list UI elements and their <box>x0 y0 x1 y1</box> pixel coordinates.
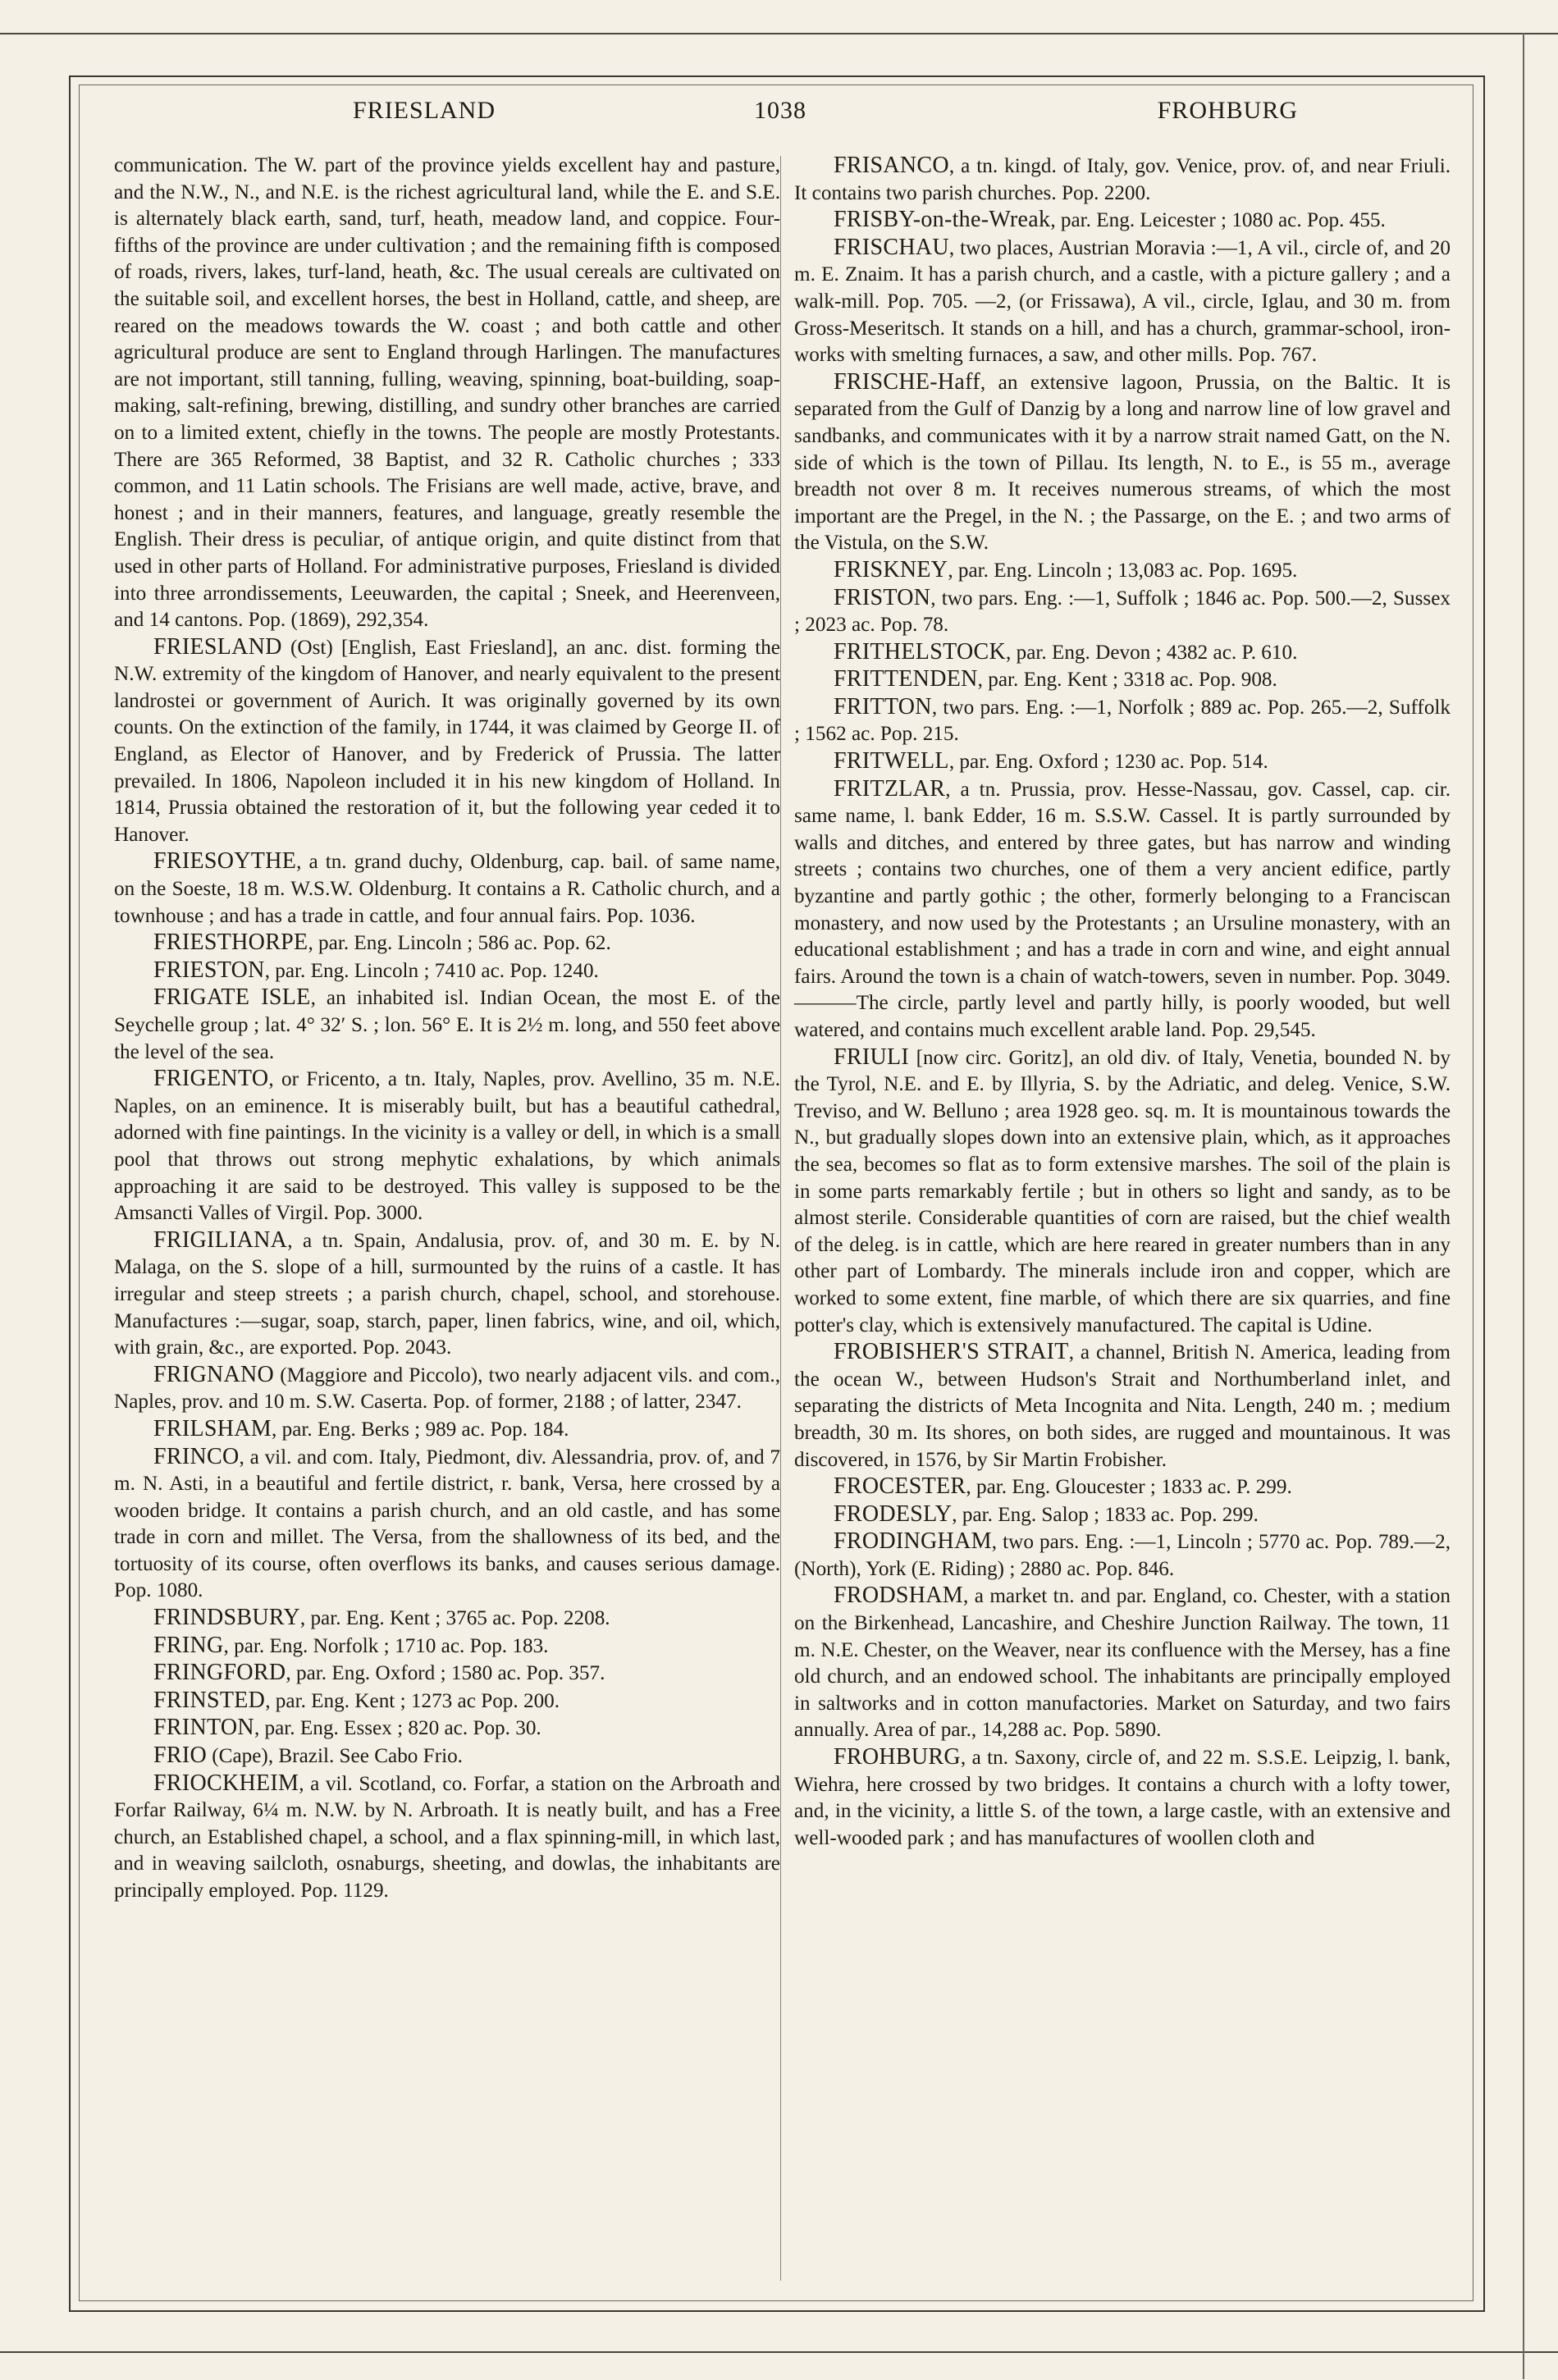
dictionary-entry <box>114 957 780 985</box>
dictionary-entry <box>114 984 780 1066</box>
right-column <box>794 153 1451 1852</box>
entry-headword: FRIOCKHEIM <box>153 1770 299 1796</box>
entry-text: , two places, Austrian Moravia :—1, A vil., circle of, and 20 m. E. Znaim. It has a parish church, and a castle, with a picture gallery ; and a walk-mill. Pop. 705. —2, (or Frissawa), A vil., circle, Iglau, and 30 m. from Gross-Meseritsch. It stands on a hill, and has a church, grammar-school, iron-works with smelting furnaces, a saw, and other mills. Pop. 767. <box>794 236 1451 367</box>
dictionary-entry <box>794 639 1451 667</box>
entry-text: , two pars. Eng. :—1, Lincoln ; 5770 ac. Pop. 789.—2, (North), York (E. Riding) ; 2880 ac. Pop. 846. <box>794 1531 1451 1580</box>
dictionary-entry <box>114 1770 780 1905</box>
entry-headword: FRINSTED <box>153 1687 266 1713</box>
entry-text: (Maggiore and Piccolo), two nearly adjacent vils. and com., Naples, prov. and 10 m. S.W. Caserta. Pop. of former, 2188 ; of latter, 2347. <box>114 1364 780 1414</box>
dictionary-entry <box>794 748 1451 776</box>
dictionary-entry <box>794 1473 1451 1501</box>
dictionary-entry <box>114 848 780 930</box>
dictionary-entry <box>794 776 1451 1044</box>
dictionary-entry <box>114 1227 780 1362</box>
entry-headword: FRISCHAU <box>834 234 949 260</box>
entry-text: , par. Eng. Berks ; 989 ac. Pop. 184. <box>272 1418 569 1441</box>
entry-headword: FRISTON <box>834 584 931 610</box>
dictionary-entry <box>114 153 780 634</box>
page-number: 1038 <box>754 97 806 124</box>
left-column <box>114 153 780 1905</box>
entry-headword: FRIESTON <box>153 957 265 983</box>
entry-text: , a vil. and com. Italy, Piedmont, div. Alessandria, prov. of, and 7 m. N. Asti, in a beautiful and fertile district, r. bank, Versa, here crossed by a wooden bridge. It contains a parish church, and an old castle, and has some trade in corn and millet. The Versa, from the shallowness of its bed, and the tortuosity of its course, often overflows its banks, and causes serious damage. Pop. 1080. <box>114 1446 780 1602</box>
header-left-word: FRIESLAND <box>353 97 496 124</box>
entry-headword: FRISKNEY <box>834 556 948 582</box>
dictionary-entry <box>794 666 1451 694</box>
entry-headword: FROCESTER <box>834 1473 966 1500</box>
header-right-word: FROHBURG <box>1157 97 1298 124</box>
entry-text: , a market tn. and par. England, co. Chester, with a station on the Birkenhead, Lancashire, and Cheshire Junction Railway. The town, 11 m. N.E. Chester, on the Weaver, near its confluence with the Mersey, has a fine old church, and an endowed school. The inhabitants are principally employed in saltworks and in cotton manufactories. Market on Saturday, and two fairs annually. Area of par., 14,288 ac. Pop. 5890. <box>794 1585 1451 1742</box>
dictionary-entry <box>114 1066 780 1227</box>
dictionary-entry <box>794 235 1451 369</box>
entry-headword: FRINCO <box>153 1443 240 1469</box>
entry-headword: FRIESTHORPE <box>153 930 308 956</box>
entry-text: , par. Eng. Salop ; 1833 ac. Pop. 299. <box>952 1503 1259 1526</box>
entry-headword: FRODESLY <box>834 1501 953 1527</box>
dictionary-entry <box>114 930 780 957</box>
entry-headword: FRILSHAM <box>153 1415 272 1441</box>
entry-headword: FRIO <box>153 1743 207 1769</box>
entry-headword: FRINGFORD <box>153 1660 286 1686</box>
entry-text: [now circ. Goritz], an old div. of Italy, Venetia, bounded N. by the Tyrol, N.E. and E. by Illyria, S. by the Adriatic, and deleg. Venice, S.W. Treviso, and W. Belluno ; area 1928 geo. sq. m. It is mountainous towards the N., but gradually slopes down into an extensive plain, which, as it approaches the sea, becomes so flat as to form extensive marshes. The soil of the plain is in some parts remarkably fertile ; but in others so light and sandy, as to be almost sterile. Considerable quantities of corn are raised, but the chief wealth of the deleg. is in cattle, which are here reared in greater numbers than in any other part of Lombardy. The minerals include iron and copper, which are worked to some extent, fine marble, of which there are six quarries, and fine potter's clay, which is extensively manufactured. The capital is Udine. <box>794 1046 1451 1336</box>
running-header <box>115 97 1446 133</box>
dictionary-entry <box>794 1528 1451 1583</box>
entry-headword: FRINDSBURY <box>153 1605 300 1631</box>
entry-text: , par. Eng. Norfolk ; 1710 ac. Pop. 183. <box>223 1634 549 1657</box>
dictionary-entry <box>114 634 780 849</box>
entry-headword: FRODSHAM <box>834 1583 963 1609</box>
entry-headword: FRIESOYTHE <box>153 848 297 875</box>
top-rule <box>0 33 1558 34</box>
entry-text: , a tn. Spain, Andalusia, prov. of, and 30 m. E. by N. Malaga, on the S. slope of a hill, surmounted by the ruins of a castle. It has irregular and steep streets ; a parish church, chapel, school, and storehouse. Manufactures :—sugar, soap, starch, paper, linen fabrics, wine, and oil, which, with grain, &c., are exported. Pop. 2043. <box>114 1229 780 1359</box>
dictionary-entry <box>794 1744 1451 1852</box>
dictionary-entry <box>794 585 1451 639</box>
dictionary-entry <box>114 1362 780 1416</box>
entry-headword: FRODINGHAM <box>834 1528 992 1555</box>
entry-text: , a tn. Saxony, circle of, and 22 m. S.S.E. Leipzig, l. bank, Wiehra, here crossed by two bridges. It contains a church with a lofty tower, and, in the vicinity, a little S. of the town, a large castle, with an extensive and well-wooded park ; and has manufactures of woollen cloth and <box>794 1747 1451 1849</box>
column-divider <box>780 156 781 2281</box>
entry-text: , par. Eng. Lincoln ; 13,083 ac. Pop. 1695. <box>948 559 1298 582</box>
entry-text: , par. Eng. Oxford ; 1230 ac. Pop. 514. <box>948 751 1268 774</box>
dictionary-entry <box>794 1583 1451 1744</box>
entry-headword: FROHBURG <box>834 1744 961 1770</box>
entry-text: , two pars. Eng. :—1, Norfolk ; 889 ac. Pop. 265.—2, Suffolk ; 1562 ac. Pop. 215. <box>794 696 1451 746</box>
dictionary-entry <box>114 1715 780 1743</box>
entry-text: , an inhabited isl. Indian Ocean, the most E. of the Seychelle group ; lat. 4° 32′ S. ; lon. 56° E. It is 2½ m. long, and 550 feet above the level of the sea. <box>114 987 780 1063</box>
entry-headword: FRINTON <box>153 1715 254 1741</box>
entry-headword: FROBISHER'S STRAIT <box>834 1339 1069 1365</box>
entry-text: , par. Eng. Kent ; 3318 ac. Pop. 908. <box>977 669 1277 692</box>
entry-text: communication. The W. part of the province yields excellent hay and pasture, and the N.W., N., and N.E. is the richest agricultural land, while the E. and S.E. is alternately black earth, sand, turf, heath, meadow land, and coppice. Four-fifths of the province are under cultivation ; and the remaining fifth is composed of roads, rivers, lakes, turf-land, heath, &c. The usual cereals are cultivated on the suitable soil, and excellent horses, the best in Holland, cattle, and sheep, are reared on the meadows towards the W. coast ; and both cattle and other agricultural produce are sent to England through Harlingen. The manufactures are not important, still tanning, fulling, weaving, spinning, boat-building, soap-making, salt-refining, brewing, distilling, and sundry other branches are carried on to a limited extent, chiefly in the towns. The people are mostly Protestants. There are 365 Reformed, 38 Baptist, and 32 R. Catholic churches ; 333 common, and 11 Latin schools. The Frisians are well made, active, brave, and honest ; and in their manners, features, and language, greatly resemble the English. Their dress is peculiar, of antique origin, and quite distinct from that used in other parts of Holland. For administrative purposes, Friesland is divided into three arrondissements, Leeuwarden, the capital ; Sneek, and Heerenveen, and 14 cantons. Pop. (1869), 292,354. <box>114 154 780 632</box>
entry-text: , or Fricento, a tn. Italy, Naples, prov. Avellino, 35 m. N.E. Naples, on an eminence. It is miserably built, but has a beautiful cathedral, adorned with fine paintings. In the vicinity is a valley or dell, in which is a small pool that throws out strong mephytic exhalations, by which animals approaching it are said to be destroyed. This valley is supposed to be the Amsancti Valles of Virgil. Pop. 3000. <box>114 1068 780 1225</box>
entry-headword: FRIESLAND <box>153 633 282 660</box>
entry-headword: FRIGILIANA <box>153 1227 288 1253</box>
dictionary-entry <box>794 153 1451 207</box>
dictionary-entry <box>794 1339 1451 1473</box>
dictionary-entry <box>114 1743 780 1770</box>
page-edge-line <box>1523 33 1524 2379</box>
entry-headword: FRIGENTO <box>153 1066 269 1092</box>
entry-text: , par. Eng. Essex ; 820 ac. Pop. 30. <box>254 1717 541 1740</box>
dictionary-entry <box>794 1501 1451 1529</box>
entry-headword: FRISCHE-Haff <box>834 368 980 395</box>
dictionary-entry <box>794 369 1451 557</box>
entry-text: , par. Eng. Kent ; 1273 ac Pop. 200. <box>265 1689 560 1712</box>
entry-headword: FRITTENDEN <box>834 666 978 692</box>
entry-text: , two pars. Eng. :—1, Suffolk ; 1846 ac. Pop. 500.—2, Sussex ; 2023 ac. Pop. 78. <box>794 587 1451 637</box>
dictionary-entry <box>114 1444 780 1606</box>
entry-headword: FRITHELSTOCK <box>834 638 1006 665</box>
dictionary-entry <box>794 557 1451 585</box>
entry-headword: FRISANCO <box>834 153 949 178</box>
dictionary-entry <box>114 1605 780 1633</box>
entry-text: , par. Eng. Gloucester ; 1833 ac. P. 299. <box>966 1476 1292 1499</box>
entry-text: , par. Eng. Lincoln ; 7410 ac. Pop. 1240. <box>264 959 599 982</box>
entry-headword: FRISBY-on-the-Wreak <box>834 207 1051 233</box>
dictionary-entry <box>794 207 1451 235</box>
bottom-rule <box>0 2351 1558 2353</box>
entry-text: , par. Eng. Oxford ; 1580 ac. Pop. 357. <box>286 1662 605 1685</box>
entry-headword: FRIGATE ISLE <box>153 984 311 1011</box>
entry-text: , a vil. Scotland, co. Forfar, a station on the Arbroath and Forfar Railway, 6¼ m. N.W. by N. Arbroath. It is neatly built, and has a Free church, an Established chapel, a school, and a flax spinning-mill, in which last, and in weaving sailcloth, osnaburgs, sheeting, and dowlas, the inhabitants are principally employed. Pop. 1129. <box>114 1772 780 1902</box>
entry-text: , par. Eng. Devon ; 4382 ac. P. 610. <box>1006 641 1298 664</box>
dictionary-entry <box>794 1044 1451 1340</box>
dictionary-entry <box>794 694 1451 748</box>
entry-text: , par. Eng. Leicester ; 1080 ac. Pop. 455. <box>1050 209 1386 232</box>
entry-text: , par. Eng. Lincoln ; 586 ac. Pop. 62. <box>308 932 611 955</box>
entry-text: , a tn. kingd. of Italy, gov. Venice, prov. of, and near Friuli. It contains two parish churches. Pop. 2200. <box>794 155 1451 204</box>
entry-text: , a channel, British N. America, leading from the ocean W., between Hudson's Strait and Northumberland inlet, and separating the districts of Meta Incognita and Nita. Length, 240 m. ; medium breadth, 30 m. Its shores, on both sides, are rugged and mountainous. It was discovered, in 1576, by Sir Martin Frobisher. <box>794 1341 1451 1471</box>
entry-headword: FRITTON <box>834 693 932 719</box>
entry-headword: FRIGNANO <box>153 1361 275 1387</box>
entry-headword: FRITZLAR <box>834 775 946 802</box>
dictionary-entry <box>114 1633 780 1661</box>
entry-text: , an extensive lagoon, Prussia, on the Baltic. It is separated from the Gulf of Danzig by a long and narrow line of low gravel and sandbanks, and communicates with it by a narrow strait named Gatt, on the N. side of which is the town of Pillau. Its length, N. to E., is 55 m., average breadth not over 8 m. It receives numerous streams, of which the most important are the Pregel, in the N. ; the Passarge, on the E. ; and two arms of the Vistula, on the S.W. <box>794 371 1451 555</box>
entry-text: (Ost) [English, East Friesland], an anc. dist. forming the N.W. extremity of the kingdom of Hanover, and nearly equivalent to the present landrostei or government of Aurich. It was originally governed by its own counts. On the extinction of the family, in 1744, it was claimed by George II. of England, as Elector of Hanover, and by Frederick of Prussia. The latter prevailed. In 1806, Napoleon included it in his new kingdom of Holland. In 1814, Prussia obtained the restoration of it, but the following year ceded it to Hanover. <box>114 636 780 846</box>
entry-headword: FRIULI <box>834 1044 910 1070</box>
dictionary-entry <box>114 1416 780 1444</box>
dictionary-entry <box>114 1660 780 1688</box>
dictionary-entry <box>114 1688 780 1715</box>
entry-text: , a tn. Prussia, prov. Hesse-Nassau, gov. Cassel, cap. cir. same name, l. bank Edder, 16 m. S.S.W. Cassel. It is partly surrounded by walls and ditches, and entered by three gates, but has narrow and winding streets ; contains two churches, one of them a very ancient edifice, partly byzantine and partly gothic ; the other, formerly belonging to a Franciscan monastery, and now used by the Protestants ; an Ursuline monastery, with an educational establishment ; and has a trade in corn and wine, and eight annual fairs. Around the town is a chain of watch-towers, seven in number. Pop. 3049.———The circle, partly level and partly hilly, is poorly wooded, but well watered, and contains much excellent arable land. Pop. 29,545. <box>794 778 1451 1041</box>
entry-text: , par. Eng. Kent ; 3765 ac. Pop. 2208. <box>299 1607 610 1630</box>
entry-text: (Cape), Brazil. See Cabo Frio. <box>207 1745 463 1768</box>
entry-headword: FRING <box>153 1632 224 1658</box>
entry-text: , a tn. grand duchy, Oldenburg, cap. bail. of same name, on the Soeste, 18 m. W.S.W. Oldenburg. It contains a R. Catholic church, and a townhouse ; and has a trade in cattle, and four annual fairs. Pop. 1036. <box>114 851 780 927</box>
entry-headword: FRITWELL <box>834 748 949 774</box>
